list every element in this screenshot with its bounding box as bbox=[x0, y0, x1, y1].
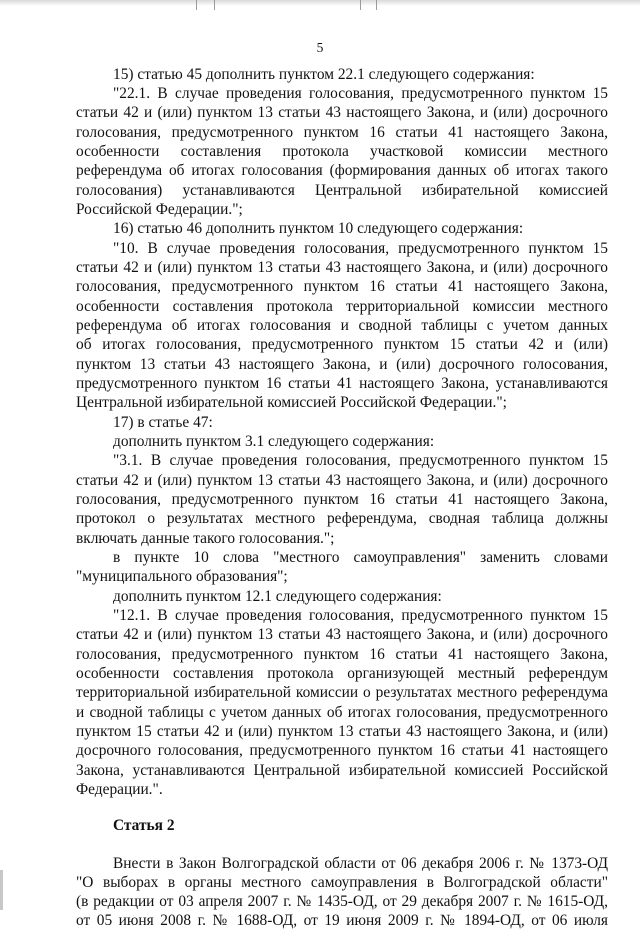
text-line: предусмотренного пунктом 16 статьи 41 настоящего Закона, устанавливаются bbox=[76, 375, 608, 392]
text-line: Закона, устанавливаются Центральной избирательной комиссией Российской bbox=[76, 762, 608, 779]
text-line: голосования, предусмотренного пунктом 16 статьи 41 настоящего Закона, bbox=[76, 491, 608, 508]
text-line: территориальной избирательной комиссии о результатах местного референдума bbox=[76, 684, 608, 701]
text-line: Российской Федерации."; bbox=[76, 201, 243, 218]
text-line: в пункте 10 слова "местного самоуправления" заменить словами bbox=[113, 549, 608, 566]
text-line: Внести в Закон Волгоградской области от 06 декабря 2006 г. № 1373-ОД bbox=[113, 855, 608, 872]
text-line: пунктом 15 статьи 42 и (или) пунктом 13 статьи 43 настоящего Закона, и (или) bbox=[76, 723, 608, 740]
text-line: об итогах голосования, предусмотренного пунктом 15 статьи 42 и (или) bbox=[76, 336, 608, 353]
text-line: Центральной избирательной комиссией Российской Федерации."; bbox=[76, 394, 507, 411]
text-line: голосования, предусмотренного пунктом 16 статьи 41 настоящего Закона, bbox=[76, 646, 608, 663]
text-line: голосования, предусмотренного пунктом 16 статьи 41 настоящего Закона, bbox=[76, 278, 608, 295]
article-heading: Статья 2 bbox=[113, 817, 175, 834]
text-line: особенности составления протокола территориальной комиссии местного bbox=[76, 298, 608, 315]
text-line: дополнить пунктом 3.1 следующего содержания: bbox=[113, 433, 435, 450]
scan-edge-top bbox=[0, 0, 640, 6]
scan-mark bbox=[360, 0, 361, 10]
text-line: особенности составления протокола участковой комиссии местного bbox=[76, 143, 608, 160]
text-line: "О выборах в органы местного самоуправления в Волгоградской области" bbox=[76, 874, 608, 891]
text-line: дополнить пунктом 12.1 следующего содержания: bbox=[113, 588, 442, 605]
text-line: референдума об итогах голосования и сводной таблицы с учетом данных bbox=[76, 317, 608, 334]
page-number: 5 bbox=[316, 40, 324, 55]
text-line: протокол о результатах местного референдума, сводная таблица должны bbox=[76, 510, 608, 527]
text-line: Федерации.". bbox=[76, 781, 163, 798]
text-line: 17) в статье 47: bbox=[113, 414, 213, 431]
text-line: "3.1. В случае проведения голосования, предусмотренного пунктом 15 bbox=[113, 452, 608, 469]
text-line: 15) статью 45 дополнить пунктом 22.1 следующего содержания: bbox=[113, 66, 535, 83]
text-line: "муниципального образования"; bbox=[76, 568, 288, 585]
scan-edge-left bbox=[0, 870, 3, 910]
text-line: статьи 42 и (или) пунктом 13 статьи 43 настоящего Закона, и (или) досрочного bbox=[76, 104, 608, 121]
scan-mark bbox=[196, 0, 197, 10]
text-line: "12.1. В случае проведения голосования, предусмотренного пунктом 15 bbox=[113, 607, 608, 624]
text-line: досрочного голосования, предусмотренного пунктом 16 статьи 41 настоящего bbox=[76, 742, 608, 759]
text-line: "22.1. В случае проведения голосования, предусмотренного пунктом 15 bbox=[113, 85, 608, 102]
scan-mark bbox=[376, 0, 377, 10]
text-line: статьи 42 и (или) пунктом 13 статьи 43 настоящего Закона, и (или) досрочного bbox=[76, 626, 608, 643]
scan-mark bbox=[214, 0, 215, 10]
text-line: голосования) устанавливаются Центральной избирательной комиссией bbox=[76, 182, 608, 199]
text-line: 16) статью 46 дополнить пунктом 10 следующего содержания: bbox=[113, 220, 524, 237]
text-line: "10. В случае проведения голосования, предусмотренного пунктом 15 bbox=[113, 240, 608, 257]
text-line: статьи 42 и (или) пунктом 13 статьи 43 настоящего Закона, и (или) досрочного bbox=[76, 259, 608, 276]
text-line: особенности составления протокола организующей местный референдум bbox=[76, 665, 608, 682]
text-line: от 05 июня 2008 г. № 1688-ОД, от 19 июня 2009 г. № 1894-ОД, от 06 июля bbox=[76, 912, 608, 929]
text-line: (в редакции от 03 апреля 2007 г. № 1435-ОД, от 29 декабря 2007 г. № 1615-ОД, bbox=[76, 893, 608, 910]
text-line: голосования, предусмотренного пунктом 16 статьи 41 настоящего Закона, bbox=[76, 124, 608, 141]
text-line: пунктом 13 статьи 43 настоящего Закона, и (или) досрочного голосования, bbox=[76, 356, 608, 373]
text-line: статьи 42 и (или) пунктом 13 статьи 43 настоящего Закона, и (или) досрочного bbox=[76, 472, 608, 489]
text-line: включать данные такого голосования."; bbox=[76, 530, 335, 547]
text-line: и сводной таблицы с учетом данных об итогах голосования, предусмотренного bbox=[76, 704, 608, 721]
text-line: референдума об итогах голосования (формирования данных об итогах такого bbox=[76, 162, 608, 179]
